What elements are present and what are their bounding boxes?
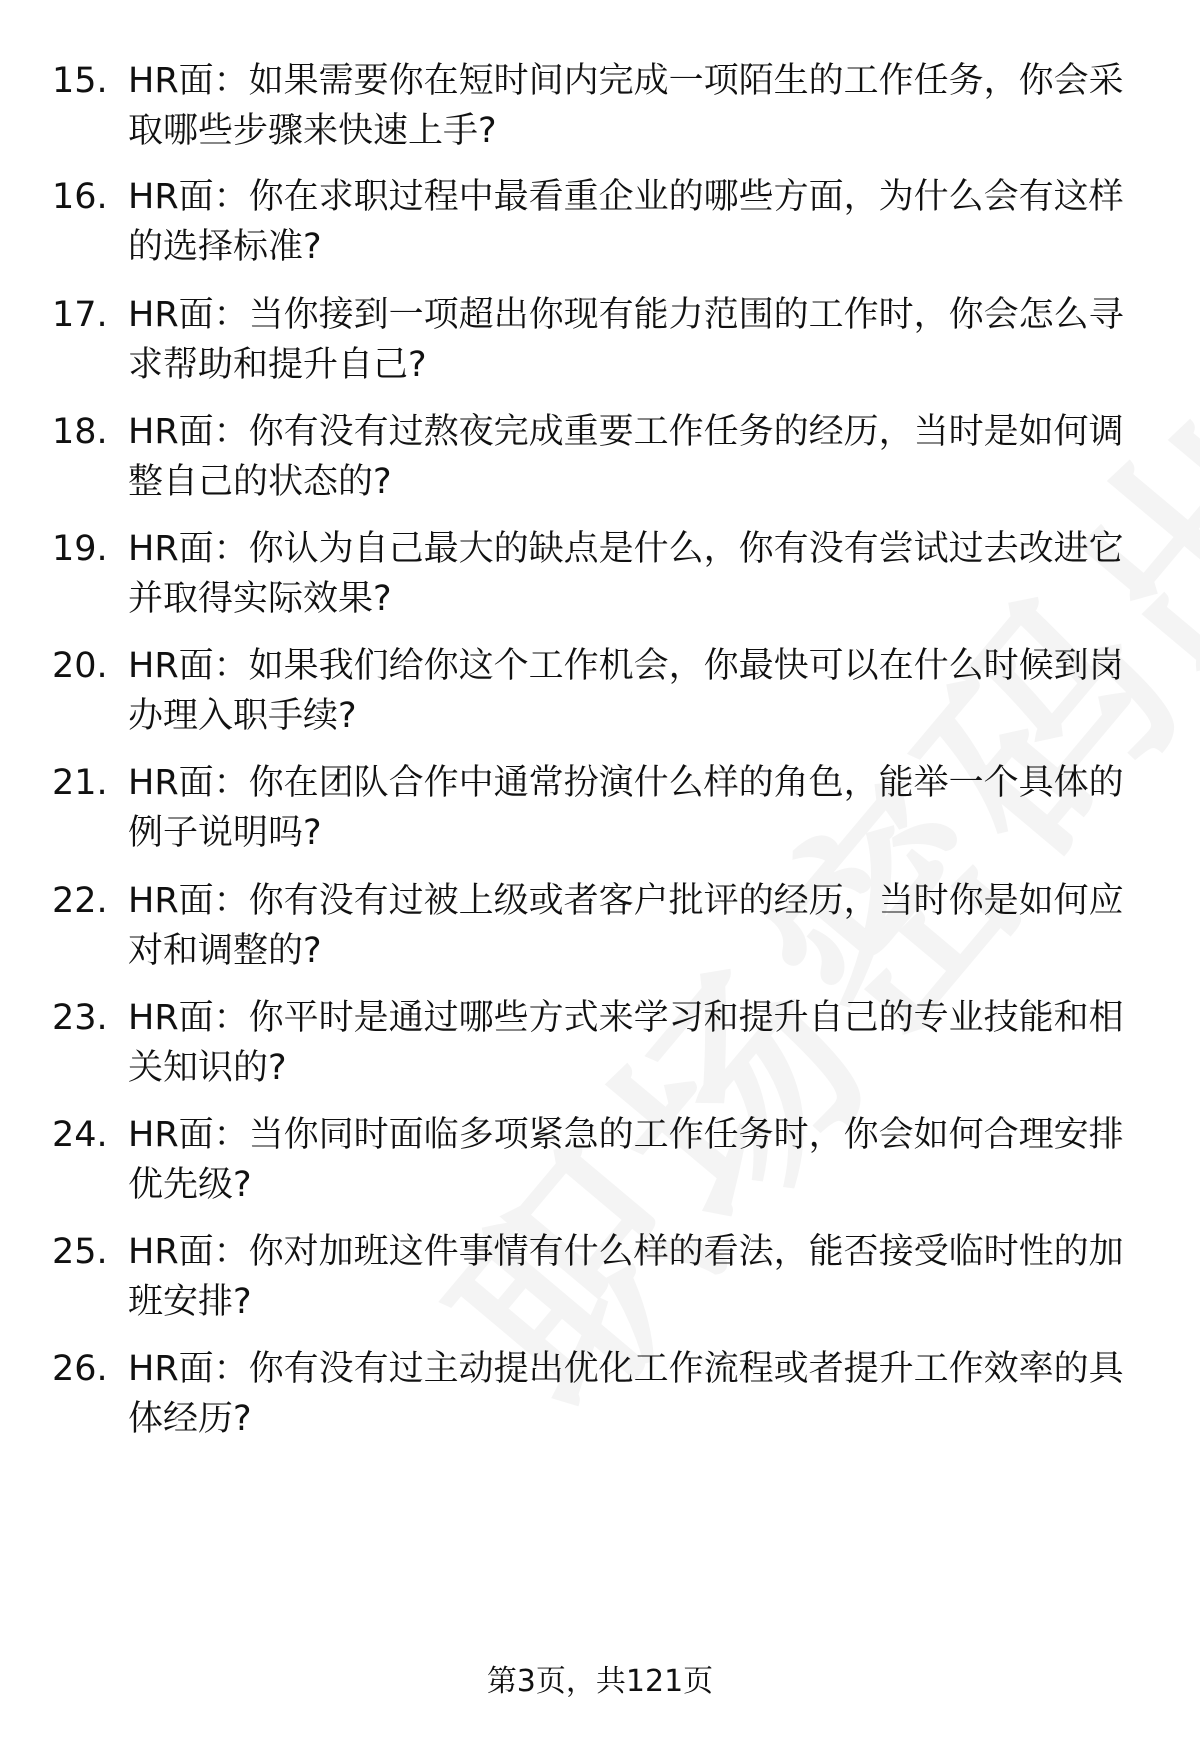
question-number: 17. (52, 295, 108, 335)
question-number: 16. (52, 177, 108, 217)
question-line: 关知识的? (128, 1048, 287, 1088)
question-number: 24. (52, 1115, 108, 1155)
question-line: HR面：你有没有过熬夜完成重要工作任务的经历，当时是如何调 (128, 412, 1124, 452)
question-number: 20. (52, 646, 108, 686)
question-text (128, 56, 1158, 156)
question-text (128, 641, 1158, 741)
question-line: 办理入职手续? (128, 696, 357, 736)
question-line: 的选择标准? (128, 227, 322, 267)
question-line: HR面：你在团队合作中通常扮演什么样的角色，能举一个具体的 (128, 763, 1124, 803)
question-line: 例子说明吗? (128, 813, 322, 853)
question-line: HR面：当你接到一项超出你现有能力范围的工作时，你会怎么寻 (128, 295, 1124, 335)
question-line: 求帮助和提升自己? (128, 345, 427, 385)
question-line: HR面：你有没有过主动提出优化工作流程或者提升工作效率的具 (128, 1349, 1124, 1389)
question-text (128, 290, 1158, 390)
question-line: HR面：你在求职过程中最看重企业的哪些方面，为什么会有这样 (128, 177, 1124, 217)
question-line: 班安排? (128, 1282, 252, 1322)
question-text (128, 524, 1158, 624)
question-number: 22. (52, 881, 108, 921)
question-number: 25. (52, 1232, 108, 1272)
question-line: HR面：如果我们给你这个工作机会，你最快可以在什么时候到岗 (128, 646, 1124, 686)
question-line: HR面：你平时是通过哪些方式来学习和提升自己的专业技能和相 (128, 998, 1124, 1038)
question-line: 并取得实际效果? (128, 579, 392, 619)
question-number: 26. (52, 1349, 108, 1389)
question-number: 21. (52, 763, 108, 803)
question-text (128, 993, 1158, 1093)
question-line: 体经历? (128, 1399, 252, 1439)
question-number: 18. (52, 412, 108, 452)
question-text (128, 758, 1158, 858)
question-line: 取哪些步骤来快速上手? (128, 111, 497, 151)
question-text (128, 876, 1158, 976)
question-line: HR面：你认为自己最大的缺点是什么，你有没有尝试过去改进它 (128, 529, 1124, 569)
page-footer (0, 1662, 1200, 1702)
question-line: 对和调整的? (128, 931, 322, 971)
question-number: 19. (52, 529, 108, 569)
question-text (128, 1227, 1158, 1327)
question-number: 15. (52, 61, 108, 101)
question-text (128, 172, 1158, 272)
question-text (128, 1344, 1158, 1444)
question-line: 整自己的状态的? (128, 462, 392, 502)
question-line: HR面：你对加班这件事情有什么样的看法，能否接受临时性的加 (128, 1232, 1124, 1272)
page-number-label: 第3页，共121页 (486, 1664, 714, 1699)
question-line: 优先级? (128, 1165, 252, 1205)
question-number: 23. (52, 998, 108, 1038)
question-line: HR面：当你同时面临多项紧急的工作任务时，你会如何合理安排 (128, 1115, 1124, 1155)
question-text (128, 1110, 1158, 1210)
question-text (128, 407, 1158, 507)
question-line: HR面：你有没有过被上级或者客户批评的经历，当时你是如何应 (128, 881, 1124, 921)
question-line: HR面：如果需要你在短时间内完成一项陌生的工作任务，你会采 (128, 61, 1124, 101)
